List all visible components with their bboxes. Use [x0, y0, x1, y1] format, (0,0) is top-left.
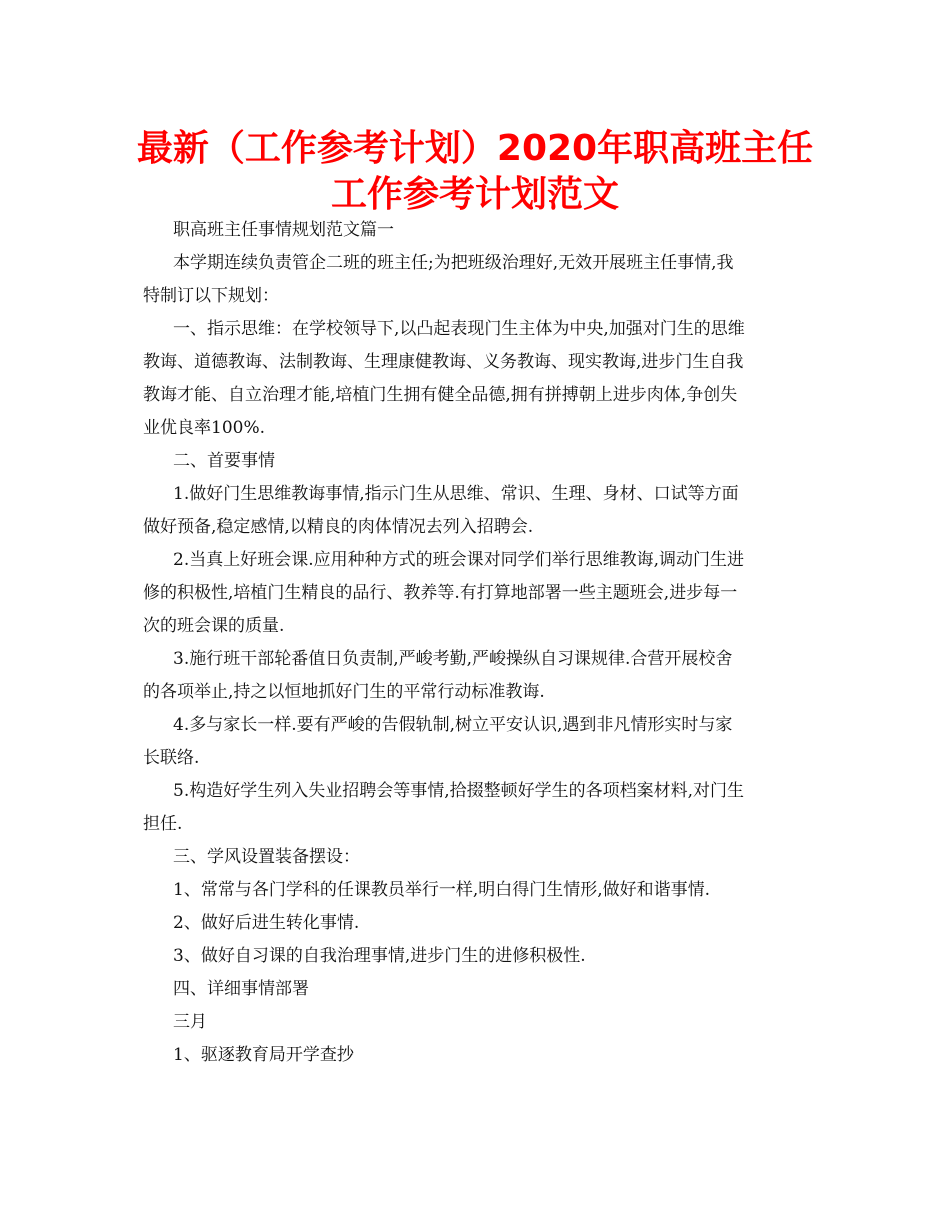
section-heading: 二、首要事情: [173, 451, 275, 471]
paragraph-line: 一、指示思维：在学校领导下,以凸起表现门生主体为中央,加强对门生的思维: [173, 319, 745, 339]
paragraph-line: 的各项举止,持之以恒地抓好门生的平常行动标准教诲.: [143, 682, 545, 702]
section-heading: 四、详细事情部署: [173, 979, 309, 999]
paragraph-line: 长联络.: [143, 748, 200, 768]
month-heading: 三月: [173, 1012, 207, 1032]
paragraph-line: 1.做好门生思维教诲事情,指示门生从思维、常识、生理、身材、口试等方面: [173, 484, 739, 504]
paragraph-line: 特制订以下规划：: [143, 286, 279, 306]
document-title-line-2: 工作参考计划范文: [330, 174, 619, 215]
paragraph-line: 本学期连续负责管企二班的班主任;为把班级治理好,无效开展班主任事情,我: [173, 253, 734, 273]
document-title-line-1: 最新（工作参考计划）2020年职高班主任: [136, 128, 814, 169]
paragraph-line: 次的班会课的质量.: [143, 616, 285, 636]
paragraph-line: 修的积极性,培植门生精良的品行、教养等.有打算地部署一些主题班会,进步每一: [143, 583, 738, 603]
paragraph-line: 教诲、道德教诲、法制教诲、生理康健教诲、义务教诲、现实教诲,进步门生自我: [143, 352, 744, 372]
paragraph-line: 教诲才能、自立治理才能,培植门生拥有健全品德,拥有拼搏朝上进步肉体,争创失: [143, 385, 738, 405]
paragraph-line: 3.施行班干部轮番值日负责制,严峻考勤,严峻操纵自习课规律.合营开展校舍: [173, 649, 733, 669]
paragraph-line: 1、驱逐教育局开学查抄: [173, 1045, 354, 1065]
paragraph-line: 2.当真上好班会课.应用种种方式的班会课对同学们举行思维教诲,调动门生进: [173, 550, 745, 570]
paragraph-line: 担任.: [143, 814, 183, 834]
paragraph-line: 5.构造好学生列入失业招聘会等事情,拾掇整顿好学生的各项档案材料,对门生: [173, 781, 745, 801]
paragraph-line: 1、常常与各门学科的任课教员举行一样,明白得门生情形,做好和谐事情.: [173, 880, 711, 900]
paragraph-line: 2、做好后进生转化事情.: [173, 913, 360, 933]
paragraph-line: 业优良率100%.: [143, 418, 266, 438]
paragraph-line: 3、做好自习课的自我治理事情,进步门生的进修积极性.: [173, 946, 586, 966]
section-heading: 三、学风设置装备摆设：: [173, 847, 360, 867]
paragraph-line: 4.多与家长一样.要有严峻的告假轨制,树立平安认识,遇到非凡情形实时与家: [173, 715, 733, 735]
section-heading: 职高班主任事情规划范文篇一: [173, 220, 394, 240]
paragraph-line: 做好预备,稳定感情,以精良的肉体情况去列入招聘会.: [143, 517, 534, 537]
